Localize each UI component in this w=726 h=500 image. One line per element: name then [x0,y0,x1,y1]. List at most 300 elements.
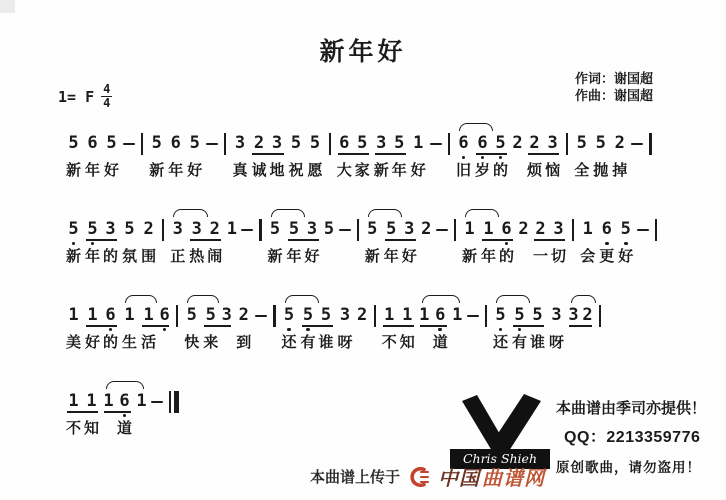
note-number: 1 [143,305,154,325]
note-number: 3 [568,305,579,325]
note-number: 1 [419,305,430,325]
lyric: 的 [499,248,515,265]
note-column [527,133,542,181]
octave-dot [109,328,113,332]
beam-underline [513,325,544,327]
lyric: 正 [170,248,186,265]
note-column [104,133,119,181]
note-column [612,133,627,181]
note-number: 1 [68,305,79,325]
note-column [631,133,643,181]
slur-arc [496,295,530,303]
note-number [206,133,218,154]
note-column [324,219,335,267]
octave-dot-slot [438,326,442,333]
note-column [574,133,589,181]
lyric: 道 [432,334,448,351]
note-number: 1 [87,305,98,325]
qq-contact: QQ：2213359776 [564,429,701,446]
note-number: 5 [595,133,606,153]
duration-dash [637,229,649,231]
beam-underline [104,411,131,413]
note-number [436,219,448,240]
note-column [221,305,232,353]
beam-underline [338,153,369,155]
qupu-site-icon [407,465,431,489]
note-number: 5 [151,133,162,153]
time-signature-denominator: 4 [103,96,111,110]
beam-underline [482,239,513,241]
note-column [123,133,135,181]
barline [649,133,651,155]
site-name-light: 曲谱网 [482,466,546,490]
note-number: 1 [464,219,475,239]
lyric: 恼 [545,162,561,179]
note-number: 1 [413,133,424,153]
slur-group [122,305,170,353]
note-column [421,219,432,267]
note-column [400,305,415,353]
note-number: 3 [339,305,351,325]
lyric: 不 [381,334,397,351]
note-column [512,305,527,353]
note-column [189,219,204,267]
beam-group [384,219,417,267]
lyric: 更 [599,248,615,265]
lyric: 闹 [207,248,223,265]
duration-dash [436,229,448,231]
note-number: 3 [553,219,564,239]
lyric: 切 [551,248,567,265]
octave-dot-slot [518,326,522,333]
lyric: 道 [117,420,133,437]
note-number: 1 [582,219,593,239]
note-column [103,305,118,353]
note-column [241,219,253,267]
note-number: 1 [483,219,494,239]
lyric: 掉 [612,162,628,179]
octave-dot-slot [499,326,503,333]
lyric: 还 [281,334,297,351]
beam-group [337,133,370,181]
time-signature [101,84,112,109]
lyric: 年 [85,162,101,179]
lyric: 年 [391,162,407,179]
beam-underline [86,239,117,241]
octave-dot [481,156,485,160]
note-number: 6 [501,219,512,239]
octave-dot [91,242,95,246]
beam-group [533,219,566,267]
note-column [66,305,81,353]
lyric: 年 [85,248,101,265]
note-column [187,133,202,181]
beam-group [481,219,514,267]
octave-dot [462,156,466,160]
note-column [456,133,471,181]
note-column [512,133,523,181]
note-column [289,133,304,181]
site-name [438,462,545,491]
note-column [436,219,448,267]
note-number: 6 [159,305,170,325]
note-column [357,305,368,353]
beam-group [475,133,508,181]
beam-underline [528,153,559,155]
note-number [637,219,649,240]
slur-arc [271,209,305,217]
note-column [580,219,595,267]
note-column [568,305,579,353]
beam-underline [375,153,406,155]
note-number: 1 [402,305,413,325]
beam-group [568,305,593,353]
note-number: 5 [309,133,321,153]
lyric: 快 [184,334,200,351]
note-number: 2 [238,305,249,325]
note-number: 5 [290,133,302,153]
beam-group [301,305,334,353]
barline [454,219,456,241]
duration-dash [430,143,442,145]
note-number: 5 [283,305,295,325]
credits [575,70,653,104]
lyric: 不 [66,420,82,437]
octave-dot [518,328,522,332]
lyric: 的 [493,162,509,179]
barline [485,305,487,327]
slur-group [282,305,334,353]
note-number [631,133,643,154]
note-number: 5 [495,305,506,325]
lyric: 的 [103,334,119,351]
octave-dot-slot [306,326,310,333]
lyric: 好 [618,248,634,265]
note-number: 6 [87,133,98,153]
upload-attribution [310,462,545,491]
note-column [170,219,185,267]
note-number: 5 [205,305,216,325]
beam-group [512,305,545,353]
note-number: 5 [288,219,300,239]
note-number: 6 [435,305,446,325]
logo-v-right-stroke [493,394,541,454]
lyric: 岁 [475,162,491,179]
barline [141,133,143,155]
note-column [374,133,389,181]
octave-dot [624,242,628,246]
note-number: 2 [421,219,432,239]
note-column [549,305,564,353]
note-column [599,219,614,267]
note-number: 5 [87,219,98,239]
beam-group [85,305,118,353]
beam-underline [383,325,414,327]
slur-group [568,305,593,353]
beam-group [66,391,99,439]
lyric: 烦 [527,162,543,179]
beam-underline [86,325,117,327]
octave-dot [438,328,442,332]
note-column [433,305,448,353]
lyric: 呀 [337,334,353,351]
note-column [493,305,508,353]
lyric: 新 [149,162,165,179]
note-column [141,219,156,267]
note-column [384,219,399,267]
note-column [122,219,137,267]
note-number: 5 [323,219,335,239]
lyric: 呀 [549,334,565,351]
note-column [255,305,267,353]
note-number: 5 [269,219,281,239]
octave-dot-slot [163,326,167,333]
lyricist-credit: 作词：谢国超 [575,71,654,86]
provider-block [556,397,721,476]
beam-group [203,305,232,353]
note-column [159,305,170,353]
slur-group [184,305,232,353]
note-number: 1 [68,391,79,411]
note-number: 6 [119,391,130,411]
logo-signature-text: Chris Shieh [462,451,538,466]
lyric: 诚 [251,162,267,179]
note-number: 5 [106,133,117,153]
octave-dot [163,328,167,332]
lyric: 一 [533,248,549,265]
note-number: 5 [514,305,525,325]
octave-dot-slot [91,240,95,247]
note-number: 6 [458,133,469,153]
note-number: 3 [191,219,202,239]
note-column [462,219,477,267]
duration-dash [467,315,479,317]
beam-underline [302,325,333,327]
note-number: 1 [103,391,114,411]
note-number: 5 [189,133,200,153]
lyric: 知 [84,420,100,437]
note-number: 5 [495,133,506,153]
note-column [382,305,397,353]
lyric: 新 [267,248,283,265]
key-signature: 1= F [58,87,95,106]
upload-prefix: 本曲谱上传于 [310,469,401,486]
barline [329,133,331,155]
lyric: 地 [269,162,285,179]
note-number: 6 [105,305,116,325]
lyric: 愿 [307,162,323,179]
duration-dash [339,229,351,231]
note-column [493,133,508,181]
note-column [270,133,285,181]
note-column [84,391,99,439]
note-column [637,219,649,267]
beam-group [85,219,118,267]
note-number: 1 [136,391,147,411]
octave-dot-slot [605,240,609,247]
note-column [103,391,114,439]
note-column [206,133,218,181]
lyric: 生 [122,334,138,351]
lyric: 到 [236,334,252,351]
note-column [149,133,164,181]
slur-arc [125,295,157,303]
barline [259,219,261,241]
note-column [282,305,297,353]
note-number [339,219,351,240]
note-column [582,305,593,353]
slur-group [170,219,222,267]
duration-dash [631,143,643,145]
duration-dash [206,143,218,145]
slur-arc [173,209,207,217]
final-barline-thick [174,391,179,413]
beam-group [251,133,284,181]
note-column [151,391,163,439]
note-column [411,133,426,181]
beam-underline [534,239,565,241]
note-number: 6 [339,133,350,153]
note-number [151,391,163,412]
note-column [287,219,302,267]
lyric: 全 [574,162,590,179]
beam-underline [476,153,507,155]
lyric: 好 [401,248,417,265]
beam-underline [67,411,98,413]
slur-arc [459,123,493,131]
beam-group [527,133,560,181]
note-column [141,305,156,353]
note-column [365,219,380,267]
note-column [518,219,529,267]
note-column [339,219,351,267]
note-column [236,305,251,353]
song-title: 新年好 [319,38,407,66]
note-number: 5 [68,219,79,239]
note-number: 3 [404,219,415,239]
note-number: 1 [226,219,237,239]
note-number [255,305,267,326]
duration-dash [151,401,163,403]
barline [176,305,178,327]
note-number: 3 [234,133,246,153]
note-column [467,305,479,353]
beam-underline [420,325,447,327]
note-column [530,305,545,353]
slur-arc [285,295,319,303]
composer-credit: 作曲：谢国超 [575,88,654,103]
note-number [123,133,135,154]
beam-underline [385,239,416,241]
score-line [66,206,659,267]
note-number: 3 [172,219,183,239]
beam-underline [190,239,221,241]
note-column [392,133,407,181]
score-line [66,120,659,181]
lyric: 新 [66,248,82,265]
lyric: 真 [232,162,248,179]
note-number: 5 [320,305,332,325]
lyric: 年 [286,248,302,265]
note-column [305,219,320,267]
lyric: 谁 [318,334,334,351]
lyric: 围 [141,248,157,265]
note-number: 5 [394,133,405,153]
octave-dot-slot [481,154,485,161]
note-column [337,133,352,181]
lyric: 活 [141,334,157,351]
note-number [430,133,442,154]
chris-shieh-logo-graphic [450,392,550,472]
slur-arc [571,295,596,303]
note-column [419,305,430,353]
lyric: 新 [373,162,389,179]
lyric: 新 [364,248,380,265]
lyric: 知 [399,334,415,351]
note-column [66,219,81,267]
note-column [85,219,100,267]
beam-group [287,219,320,267]
octave-dot-slot [624,240,628,247]
note-number: 2 [518,219,529,239]
beam-underline [288,239,319,241]
slur-arc [422,295,460,303]
octave-dot [72,242,76,246]
lyric: 大 [336,162,352,179]
lyric: 新 [66,162,82,179]
note-number: 1 [124,305,135,325]
note-number [241,219,253,240]
note-number: 5 [68,133,79,153]
note-number: 2 [512,133,523,153]
note-number: 2 [529,133,540,153]
slur-arc [368,209,402,217]
barline [655,219,657,241]
lyric: 抛 [593,162,609,179]
slur-group [456,133,508,181]
site-name-bold: 中国 [438,466,481,490]
slur-group [419,305,463,353]
slur-arc [106,381,144,389]
note-number: 3 [105,219,116,239]
lyric: 旧 [456,162,472,179]
note-column [85,305,100,353]
lyric: 美 [66,334,82,351]
note-column [268,219,283,267]
note-column [203,305,218,353]
slur-group [365,219,417,267]
note-number: 6 [601,219,612,239]
beam-group [419,305,448,353]
octave-dot [123,414,127,418]
scan-artifact [0,0,15,13]
beam-group [103,391,132,439]
duration-dash [241,229,253,231]
lyric: 祝 [288,162,304,179]
lyric: 好 [104,162,120,179]
note-column [551,219,566,267]
note-column [85,133,100,181]
lyric: 的 [103,248,119,265]
octave-dot-slot [109,326,113,333]
note-number: 5 [124,219,135,239]
note-column [184,305,199,353]
note-number: 3 [547,133,558,153]
note-number: 5 [367,219,378,239]
lyric: 年 [480,248,496,265]
octave-dot-slot [462,154,466,161]
slur-group [103,391,147,439]
